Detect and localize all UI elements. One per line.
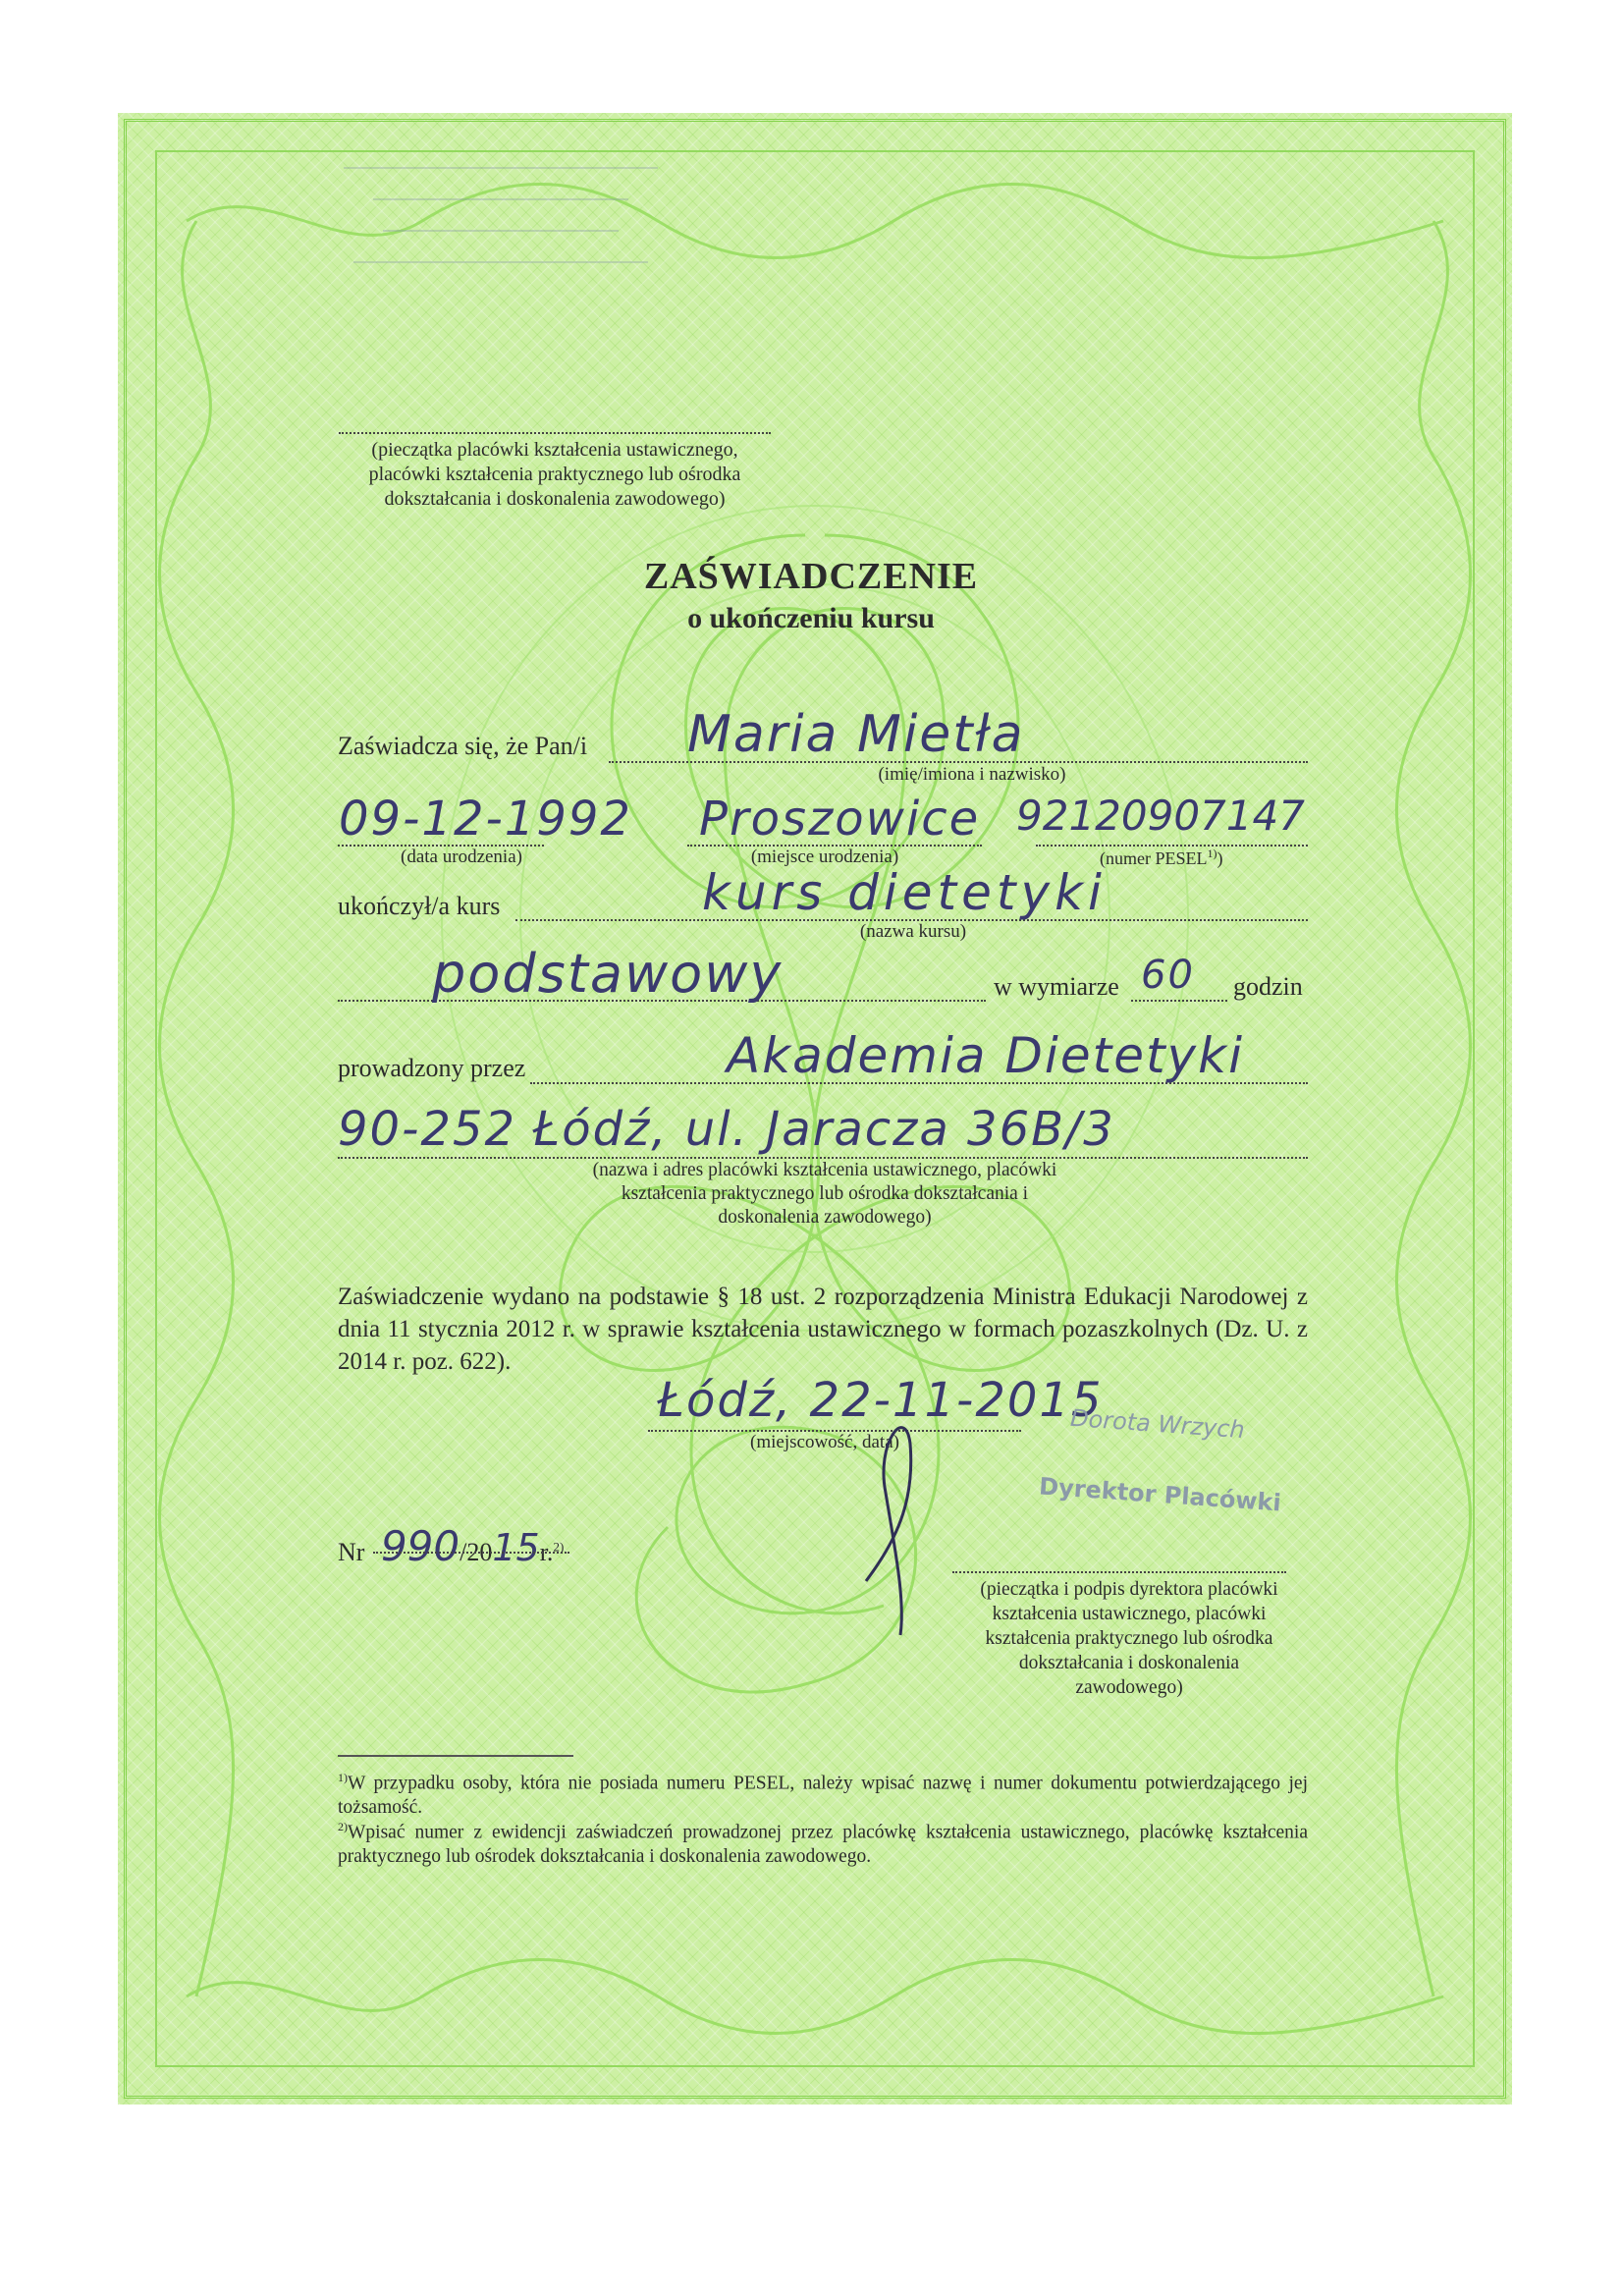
director-signature bbox=[856, 1385, 935, 1640]
document-subtitle: o ukończeniu kursu bbox=[687, 602, 935, 634]
nr-footnote-mark: 2) bbox=[553, 1539, 565, 1555]
pesel-caption bbox=[1100, 847, 1316, 869]
pesel-footnote-mark: 1) bbox=[1207, 847, 1217, 860]
legal-basis-text: Zaświadczenie wydano na podstawie § 18 ust. 2 rozporządzenia Ministra Edukacji Narodowej z dnia 11 stycznia 2012 r. w sprawie kształcenia ustawicznego w formach pozaszkolnych (Dz. U. z 2014 r. poz. 622). bbox=[338, 1284, 1308, 1375]
hours-dotted-line bbox=[1131, 1000, 1227, 1002]
footnote-1-mark: 1) bbox=[338, 1771, 348, 1784]
hours-label: w wymiarze bbox=[994, 972, 1119, 1001]
provider-label: prowadzony przez bbox=[338, 1054, 526, 1082]
course-value-2: podstawowy bbox=[432, 943, 784, 1005]
nr-row bbox=[338, 1522, 564, 1570]
course-value-1: kurs dietetyki bbox=[702, 864, 1107, 921]
hours-unit: godzin bbox=[1233, 972, 1303, 1001]
birth-place-value: Proszowice bbox=[699, 792, 981, 847]
footnote-2-text: Wpisać numer z ewidencji zaświadczeń prowadzonej przez placówkę kształcenia ustawicznego, placówkę kształcenia praktycznego lub ośrodek dokształcania i doskonalenia zawodowego. bbox=[338, 1822, 1308, 1867]
nr-value: 990 bbox=[380, 1522, 460, 1570]
provider-value-2: 90-252 Łódź, ul. Jaracza 36B/3 bbox=[338, 1102, 1115, 1157]
certify-label: Zaświadcza się, że Pan/i bbox=[338, 732, 588, 760]
director-name-stamp: Dorota Wrzych bbox=[1069, 1403, 1246, 1445]
course-label: ukończył/a kurs bbox=[338, 892, 501, 920]
stamp-caption: (pieczątka placówki kształcenia ustawicznego, placówki kształcenia praktycznego lub ośrodka dokształcania i doskonalenia zawodowego) bbox=[368, 439, 741, 510]
name-caption: (imię/imiona i nazwisko) bbox=[878, 764, 1066, 785]
hours-value: 60 bbox=[1141, 953, 1195, 998]
birth-date-caption: (data urodzenia) bbox=[401, 847, 522, 867]
place-date-value: Łódź, 22-11-2015 bbox=[658, 1373, 1104, 1428]
footnote-separator bbox=[338, 1755, 573, 1757]
year-suffix: r. bbox=[539, 1538, 554, 1566]
pesel-caption-text: (numer PESEL bbox=[1100, 848, 1208, 868]
footnote-1-text: W przypadku osoby, która nie posiada numeru PESEL, należy wpisać nazwę i numer dokumentu potwierdzającego jej tożsamość. bbox=[338, 1773, 1308, 1818]
document-title: ZAŚWIADCZENIE bbox=[643, 556, 979, 597]
birth-place-caption: (miejsce urodzenia) bbox=[750, 847, 899, 867]
faded-institution-stamp bbox=[324, 147, 697, 383]
name-value: Maria Mietła bbox=[687, 705, 1025, 764]
nr-label: Nr bbox=[338, 1538, 365, 1566]
birth-date-value: 09-12-1992 bbox=[339, 792, 632, 847]
nr-dotted-line bbox=[373, 1552, 569, 1554]
stamp-dotted-line bbox=[339, 432, 771, 434]
footnote-2-mark: 2) bbox=[338, 1820, 348, 1833]
year-value: 15 bbox=[492, 1526, 540, 1569]
pesel-caption-close: ) bbox=[1217, 848, 1223, 868]
course-caption: (nazwa kursu) bbox=[859, 921, 967, 942]
footnote-2 bbox=[338, 1815, 1308, 1869]
footnote-1 bbox=[338, 1766, 1308, 1820]
signature-caption: (pieczątka i podpis dyrektora placówki kształcenia ustawicznego, placówki kształcenia praktycznego lub ośrodka dokształcania i doskonalenia zawodowego) bbox=[980, 1579, 1278, 1698]
director-title-stamp: Dyrektor Placówki bbox=[1038, 1472, 1282, 1517]
pesel-value: 92120907147 bbox=[1016, 792, 1305, 840]
year-prefix: /20 bbox=[460, 1538, 493, 1566]
provider-caption: (nazwa i adres placówki kształcenia ustawicznego, placówki kształcenia praktycznego lub ośrodka dokształcania i doskonalenia zawodowego) bbox=[592, 1160, 1057, 1228]
place-date-caption: (miejscowość, data) bbox=[750, 1432, 899, 1452]
provider-value-1: Akademia Dietetyki bbox=[727, 1027, 1244, 1084]
signature-dotted-line bbox=[952, 1571, 1286, 1573]
